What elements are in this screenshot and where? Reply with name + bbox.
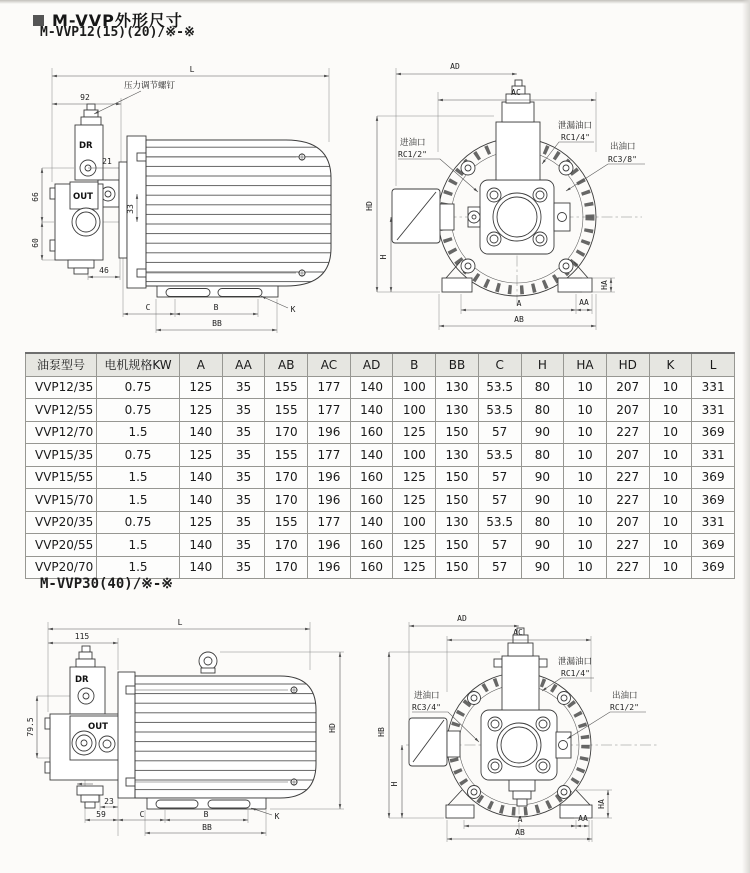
value-cell: 80 [521,376,564,399]
dim-label-ab: AB [514,315,524,324]
value-cell: 10 [564,556,607,579]
value-cell: 35 [222,511,265,534]
column-header: 电机规格KW [97,353,180,376]
value-cell: 140 [350,399,393,422]
value-cell: 53.5 [478,376,521,399]
dim-label-c: C [139,810,145,819]
model-cell: VVP20/35 [26,511,97,534]
model-cell: VVP12/55 [26,399,97,422]
value-cell: 10 [564,534,607,557]
value-cell: 125 [393,534,436,557]
table-row [26,376,735,399]
value-cell: 369 [692,421,735,444]
value-cell: 227 [606,556,649,579]
value-cell: 10 [564,466,607,489]
value-cell: 227 [606,534,649,557]
value-cell: 207 [606,511,649,534]
dim-label-115: 115 [74,632,90,641]
dim-label-ad: AD [457,614,467,623]
value-cell: 80 [521,399,564,422]
value-cell: 0.75 [97,399,180,422]
column-header: AD [350,353,393,376]
dim-label-c: C [145,303,151,312]
value-cell: 35 [222,444,265,467]
column-header: L [692,353,735,376]
dim-label-k: K [274,812,280,821]
page-title-text: M-VVP外形尺寸 [52,10,183,30]
value-cell: 10 [564,489,607,512]
pump-front [392,80,570,254]
value-cell: 1.5 [97,466,180,489]
value-cell: 196 [308,421,351,444]
value-cell: 10 [649,556,692,579]
value-cell: 140 [350,444,393,467]
dim-label-aa: AA [579,298,589,307]
dim-label-hb: HB [377,727,386,737]
value-cell: 10 [649,534,692,557]
value-cell: 35 [222,399,265,422]
dim-label-b: B [213,303,219,312]
value-cell: 1.5 [97,489,180,512]
value-cell: 150 [436,534,479,557]
dim-label-79-5: 79.5 [26,717,35,737]
value-cell: 130 [436,444,479,467]
motor-body [127,136,331,297]
model-series-heading-1: M-VVP12(15)(20)/※-※ [40,25,195,40]
value-cell: 90 [521,421,564,444]
value-cell: 35 [222,534,265,557]
table-row [26,444,735,467]
value-cell: 125 [393,421,436,444]
value-cell: 35 [222,556,265,579]
header-row [26,353,735,376]
model-cell: VVP12/70 [26,421,97,444]
out-port-label: OUT [88,722,108,732]
dim-label-46: 46 [99,266,109,275]
value-cell: 150 [436,466,479,489]
value-cell: 125 [180,444,223,467]
value-cell: 177 [308,399,351,422]
column-header: HA [564,353,607,376]
dim-label-bb: BB [212,319,222,328]
front-view-drawing-vvp12 [362,56,750,348]
dim-label-33: 33 [126,204,135,214]
outlet-port-label: 出油口 [610,142,636,152]
value-cell: 331 [692,399,735,422]
dim-label-h: H [390,781,399,787]
value-cell: 160 [350,421,393,444]
value-cell: 150 [436,489,479,512]
value-cell: 10 [564,444,607,467]
value-cell: 140 [350,376,393,399]
value-cell: 100 [393,399,436,422]
value-cell: 10 [649,466,692,489]
value-cell: 57 [478,421,521,444]
value-cell: 207 [606,376,649,399]
value-cell: 160 [350,534,393,557]
value-cell: 155 [265,511,308,534]
dim-label-21: 21 [102,157,112,166]
value-cell: 125 [393,489,436,512]
value-cell: 53.5 [478,399,521,422]
value-cell: 10 [649,399,692,422]
dim-label-ha: HA [600,280,609,290]
column-header: BB [436,353,479,376]
value-cell: 170 [265,556,308,579]
value-cell: 35 [222,489,265,512]
side-view-drawing-vvp30 [26,612,360,873]
dim-label-ad: AD [450,62,460,71]
value-cell: 0.75 [97,511,180,534]
value-cell: 10 [649,511,692,534]
value-cell: 130 [436,399,479,422]
model-cell: VVP20/70 [26,556,97,579]
value-cell: 125 [180,376,223,399]
value-cell: 155 [265,399,308,422]
value-cell: 196 [308,556,351,579]
value-cell: 140 [180,556,223,579]
table-row [26,534,735,557]
value-cell: 331 [692,444,735,467]
value-cell: 369 [692,556,735,579]
value-cell: 10 [649,421,692,444]
table-body [26,376,735,579]
dim-label-l: L [189,65,195,74]
value-cell: 196 [308,489,351,512]
value-cell: 170 [265,534,308,557]
drain-port-size: RC1/4" [561,669,590,678]
value-cell: 160 [350,489,393,512]
value-cell: 125 [180,511,223,534]
value-cell: 177 [308,444,351,467]
table-row [26,466,735,489]
value-cell: 1.5 [97,556,180,579]
value-cell: 35 [222,466,265,489]
column-header: AA [222,353,265,376]
value-cell: 125 [393,556,436,579]
value-cell: 331 [692,511,735,534]
value-cell: 150 [436,556,479,579]
value-cell: 57 [478,534,521,557]
column-header: B [393,353,436,376]
column-header: H [521,353,564,376]
value-cell: 369 [692,489,735,512]
value-cell: 57 [478,489,521,512]
value-cell: 155 [265,444,308,467]
column-header: 油泵型号 [26,353,97,376]
pump-valve-assembly [50,104,127,274]
motor-body [118,652,316,809]
table-row [26,421,735,444]
value-cell: 170 [265,421,308,444]
value-cell: 90 [521,556,564,579]
dr-port-label: DR [79,141,93,151]
value-cell: 90 [521,489,564,512]
outlet-port-size: RC3/8" [608,155,637,164]
dim-label-66: 66 [31,192,40,202]
value-cell: 1.5 [97,421,180,444]
value-cell: 100 [393,444,436,467]
dim-label-l: L [177,618,183,627]
column-header: K [649,353,692,376]
value-cell: 10 [649,376,692,399]
dim-label-ac: AC [513,628,523,637]
column-header: A [180,353,223,376]
pump-valve-assembly [45,646,120,808]
value-cell: 150 [436,421,479,444]
dim-label-ab: AB [515,828,525,837]
dim-label-k: K [290,305,296,314]
dim-label-hd: HD [365,201,374,211]
value-cell: 155 [265,376,308,399]
value-cell: 125 [393,466,436,489]
dim-label-60: 60 [31,238,40,248]
value-cell: 35 [222,421,265,444]
dim-label-23: 23 [104,797,114,806]
value-cell: 170 [265,489,308,512]
value-cell: 0.75 [97,376,180,399]
column-header: HD [606,353,649,376]
value-cell: 10 [564,376,607,399]
value-cell: 140 [180,421,223,444]
dim-label-aa: AA [578,814,588,823]
value-cell: 130 [436,511,479,534]
value-cell: 53.5 [478,511,521,534]
dim-label-a: A [517,815,523,824]
value-cell: 170 [265,466,308,489]
value-cell: 80 [521,444,564,467]
dim-label-ac: AC [511,88,521,97]
value-cell: 177 [308,511,351,534]
outlet-port-size: RC1/2" [610,703,639,712]
pump-front [409,628,571,806]
value-cell: 160 [350,556,393,579]
front-view-drawing-vvp30 [362,612,750,873]
outlet-port-label: 出油口 [612,691,638,701]
drain-port-size: RC1/4" [561,133,590,142]
value-cell: 140 [180,534,223,557]
value-cell: 10 [649,489,692,512]
value-cell: 227 [606,489,649,512]
inlet-port-label: 进油口 [414,691,440,701]
dim-label-a: A [516,299,522,308]
value-cell: 160 [350,466,393,489]
drain-port-label: 泄漏油口 [558,121,593,131]
value-cell: 125 [180,399,223,422]
model-cell: VVP20/55 [26,534,97,557]
column-header: AC [308,353,351,376]
dim-label-92: 92 [80,93,90,102]
inlet-port-label: 进油口 [400,138,426,148]
dim-label-bb: BB [202,823,212,832]
value-cell: 227 [606,421,649,444]
value-cell: 196 [308,466,351,489]
pressure-screw-note: 压力调节螺钉 [124,81,176,91]
dr-port-label: DR [75,675,89,685]
value-cell: 90 [521,466,564,489]
value-cell: 196 [308,534,351,557]
value-cell: 35 [222,376,265,399]
value-cell: 227 [606,466,649,489]
value-cell: 57 [478,466,521,489]
inlet-port-size: RC3/4" [412,703,441,712]
column-header: C [478,353,521,376]
dim-label-hd: HD [328,723,337,733]
model-cell: VVP15/55 [26,466,97,489]
value-cell: 369 [692,534,735,557]
value-cell: 10 [649,444,692,467]
value-cell: 207 [606,444,649,467]
model-series-heading-2: M-VVP30(40)/※-※ [40,576,174,592]
value-cell: 207 [606,399,649,422]
value-cell: 80 [521,511,564,534]
drain-port-label: 泄漏油口 [558,657,593,667]
table-row [26,399,735,422]
side-view-drawing-vvp12 [30,56,360,348]
dimensions-table [25,352,735,579]
value-cell: 90 [521,534,564,557]
value-cell: 57 [478,556,521,579]
value-cell: 53.5 [478,444,521,467]
value-cell: 369 [692,466,735,489]
table-row [26,511,735,534]
inlet-port-size: RC1/2" [398,150,427,159]
value-cell: 10 [564,511,607,534]
column-header: AB [265,353,308,376]
value-cell: 10 [564,421,607,444]
value-cell: 100 [393,511,436,534]
value-cell: 10 [564,399,607,422]
dim-label-ha: HA [597,799,606,809]
value-cell: 1.5 [97,534,180,557]
out-port-label: OUT [73,192,93,202]
value-cell: 140 [350,511,393,534]
value-cell: 140 [180,489,223,512]
value-cell: 331 [692,376,735,399]
model-cell: VVP15/70 [26,489,97,512]
dim-label-h: H [379,254,388,260]
table-row [26,489,735,512]
value-cell: 100 [393,376,436,399]
dim-label-59: 59 [96,810,106,819]
model-cell: VVP12/35 [26,376,97,399]
value-cell: 140 [180,466,223,489]
value-cell: 177 [308,376,351,399]
model-cell: VVP15/35 [26,444,97,467]
dim-label-b: B [203,810,209,819]
value-cell: 130 [436,376,479,399]
value-cell: 0.75 [97,444,180,467]
